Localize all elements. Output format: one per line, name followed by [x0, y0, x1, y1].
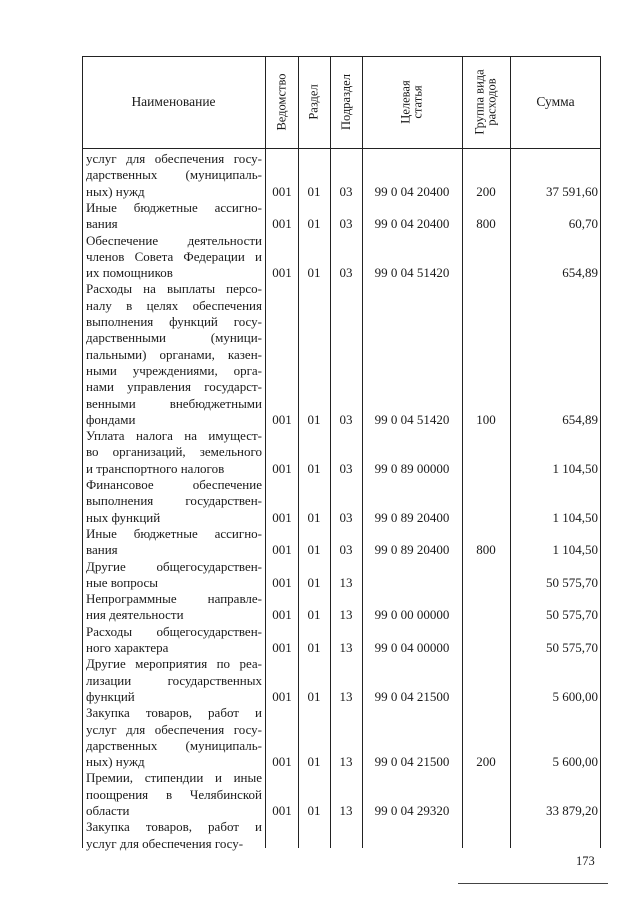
- row-summa: 50 575,70: [546, 574, 598, 590]
- row-razdel: 01: [307, 754, 321, 770]
- row-razdel: 01: [307, 574, 321, 590]
- row-razdel: 01: [307, 411, 321, 427]
- footer-rule: [458, 883, 608, 884]
- row-summa: 654,89: [562, 265, 598, 281]
- row-podrazdel: 13: [339, 754, 353, 770]
- row-gruppa: 100: [476, 411, 496, 427]
- row-gruppa: 800: [476, 542, 496, 558]
- row-podrazdel: 03: [339, 509, 353, 525]
- row-celevaya: 99 0 04 00000: [374, 640, 450, 655]
- row-celevaya: 99 0 04 20400: [374, 216, 450, 232]
- row-vedomstvo: 001: [272, 216, 292, 232]
- header-gruppa: [462, 56, 510, 148]
- row-podrazdel: 13: [339, 688, 353, 704]
- row-name-line: Иные бюджетные ассигно-: [86, 525, 262, 541]
- header-summa: Сумма: [536, 94, 575, 109]
- row-name-line: вания: [86, 542, 118, 558]
- row-vedomstvo: 001: [272, 265, 292, 281]
- row-name-line: поощрения в Челябинской: [86, 786, 262, 802]
- row-name-line: Финансовое обеспечение: [86, 477, 262, 492]
- row-razdel: 01: [307, 607, 321, 623]
- row-summa: 5 600,00: [552, 688, 598, 704]
- row-name-line: их помощников: [86, 265, 173, 281]
- row-podrazdel: 13: [339, 607, 353, 623]
- page-number: 173: [576, 854, 595, 868]
- row-celevaya: 99 0 04 51420: [374, 265, 450, 281]
- header-gruppa-line1: Группа вида: [473, 69, 488, 135]
- row-celevaya: 99 0 04 20400: [374, 183, 450, 199]
- row-name-line: членов Совета Федерации и: [86, 248, 262, 264]
- row-celevaya: 99 0 89 00000: [374, 460, 450, 476]
- column-divider: [462, 56, 463, 848]
- header-podrazdel-text: Подраздел: [339, 74, 353, 130]
- row-celevaya: 99 0 04 21500: [374, 688, 450, 704]
- row-name-line: ных) нужд: [86, 183, 145, 199]
- table-border-right: [600, 56, 601, 848]
- row-vedomstvo: 001: [272, 607, 292, 623]
- column-divider: [330, 56, 331, 848]
- row-name-line: и транспортного налогов: [86, 460, 225, 476]
- row-name-line: Непрограммные направле-: [86, 591, 262, 607]
- row-gruppa: 200: [476, 183, 496, 199]
- row-name-line: Обеспечение деятельности: [86, 232, 262, 248]
- row-vedomstvo: 001: [272, 411, 292, 427]
- header-divider: [82, 148, 601, 149]
- row-summa: 37 591,60: [546, 183, 598, 199]
- row-celevaya: 99 0 04 29320: [374, 803, 450, 818]
- header-gruppa-line2: расходов: [485, 78, 500, 126]
- row-name-line: венными внебюджетными: [86, 395, 262, 411]
- row-name-line: лизации государственных: [86, 672, 262, 688]
- header-celevaya-line2: статья: [411, 85, 425, 119]
- row-name-line: Иные бюджетные ассигно-: [86, 199, 262, 215]
- row-name-line: ные вопросы: [86, 574, 159, 590]
- row-podrazdel: 03: [339, 411, 353, 427]
- row-vedomstvo: 001: [272, 460, 292, 476]
- row-name-line: области: [86, 803, 130, 818]
- row-podrazdel: 03: [339, 460, 353, 476]
- row-name-line: услуг для обеспечения госу-: [86, 835, 244, 851]
- row-name-line: услуг для обеспечения госу-: [86, 151, 262, 166]
- row-name-line: услуг для обеспечения госу-: [86, 721, 262, 737]
- row-summa: 5 600,00: [552, 754, 598, 770]
- row-gruppa: 200: [476, 754, 496, 770]
- row-name-line: Премии, стипендии и иные: [86, 770, 262, 786]
- row-name-line: Другие общегосударствен-: [86, 558, 262, 574]
- row-razdel: 01: [307, 509, 321, 525]
- header-celevaya-line1: Целевая: [399, 80, 413, 124]
- row-summa: 33 879,20: [546, 803, 598, 818]
- row-vedomstvo: 001: [272, 574, 292, 590]
- row-razdel: 01: [307, 216, 321, 232]
- row-summa: 1 104,50: [552, 509, 598, 525]
- row-name-line: фондами: [86, 411, 136, 427]
- header-razdel-text: Раздел: [307, 84, 322, 120]
- row-name-line: функций: [86, 688, 135, 704]
- header-vedomstvo: [266, 56, 298, 148]
- row-name-line: ных функций: [86, 509, 161, 525]
- row-name-line: дарственных (муниципаль-: [86, 167, 262, 183]
- row-name-line: ных) нужд: [86, 754, 145, 770]
- row-name-line: нами управления государст-: [86, 379, 262, 395]
- row-celevaya: 99 0 00 00000: [374, 607, 450, 623]
- row-name-line: Закупка товаров, работ и: [86, 705, 262, 721]
- row-gruppa: 800: [476, 216, 496, 232]
- row-name-line: Расходы общегосударствен-: [86, 623, 262, 639]
- row-razdel: 01: [307, 688, 321, 704]
- column-divider: [265, 56, 266, 848]
- row-razdel: 01: [307, 542, 321, 558]
- header-celevaya: [362, 56, 462, 148]
- row-vedomstvo: 001: [272, 509, 292, 525]
- row-summa: 654,89: [562, 411, 598, 427]
- row-name-line: Уплата налога на имущест-: [86, 428, 262, 444]
- row-vedomstvo: 001: [272, 640, 292, 655]
- row-summa: 1 104,50: [552, 542, 598, 558]
- row-podrazdel: 03: [339, 265, 353, 281]
- row-vedomstvo: 001: [272, 803, 292, 818]
- row-razdel: 01: [307, 803, 321, 818]
- row-razdel: 01: [307, 640, 321, 655]
- row-razdel: 01: [307, 265, 321, 281]
- row-name-line: ного характера: [86, 640, 169, 655]
- row-name-line: ния деятельности: [86, 607, 184, 623]
- row-podrazdel: 13: [339, 574, 353, 590]
- row-podrazdel: 13: [339, 640, 353, 655]
- row-name-line: во организаций, земельного: [86, 444, 262, 460]
- row-name-line: выполнения государствен-: [86, 493, 262, 509]
- row-summa: 60,70: [568, 216, 598, 232]
- row-razdel: 01: [307, 183, 321, 199]
- row-name-line: Закупка товаров, работ и: [86, 819, 262, 835]
- row-summa: 50 575,70: [546, 607, 598, 623]
- header-vedomstvo-text: Ведомство: [275, 73, 289, 131]
- row-name-line: дарственных (муниципаль-: [86, 737, 262, 753]
- row-podrazdel: 03: [339, 183, 353, 199]
- row-podrazdel: 03: [339, 216, 353, 232]
- header-gruppa-text: [474, 69, 498, 134]
- column-divider: [362, 56, 363, 848]
- row-name-line: пальными) органами, казен-: [86, 346, 262, 362]
- row-name-line: ными учреждениями, орга-: [86, 362, 262, 378]
- row-podrazdel: 03: [339, 542, 353, 558]
- row-vedomstvo: 001: [272, 688, 292, 704]
- row-vedomstvo: 001: [272, 542, 292, 558]
- column-divider: [298, 56, 299, 848]
- row-celevaya: 99 0 89 20400: [374, 542, 450, 558]
- column-divider: [510, 56, 511, 848]
- row-summa: 1 104,50: [552, 460, 598, 476]
- row-celevaya: 99 0 89 20400: [374, 509, 450, 525]
- row-razdel: 01: [307, 460, 321, 476]
- header-celevaya-text: [400, 80, 424, 123]
- row-celevaya: 99 0 04 51420: [374, 411, 450, 427]
- row-name-line: дарственными (муници-: [86, 330, 262, 346]
- row-podrazdel: 13: [339, 803, 353, 818]
- row-name-line: вания: [86, 216, 118, 232]
- row-vedomstvo: 001: [272, 754, 292, 770]
- header-podrazdel: [330, 56, 362, 148]
- row-celevaya: 99 0 04 21500: [374, 754, 450, 770]
- row-name-line: Расходы на выплаты персо-: [86, 281, 262, 297]
- header-name: Наименование: [131, 94, 216, 109]
- row-name-line: выполнения функций госу-: [86, 314, 262, 329]
- row-vedomstvo: 001: [272, 183, 292, 199]
- table-border-left: [82, 56, 83, 848]
- row-summa: 50 575,70: [546, 640, 598, 655]
- row-name-line: налу в целях обеспечения: [86, 297, 262, 313]
- header-razdel: [298, 56, 330, 148]
- row-name-line: Другие мероприятия по реа-: [86, 656, 262, 672]
